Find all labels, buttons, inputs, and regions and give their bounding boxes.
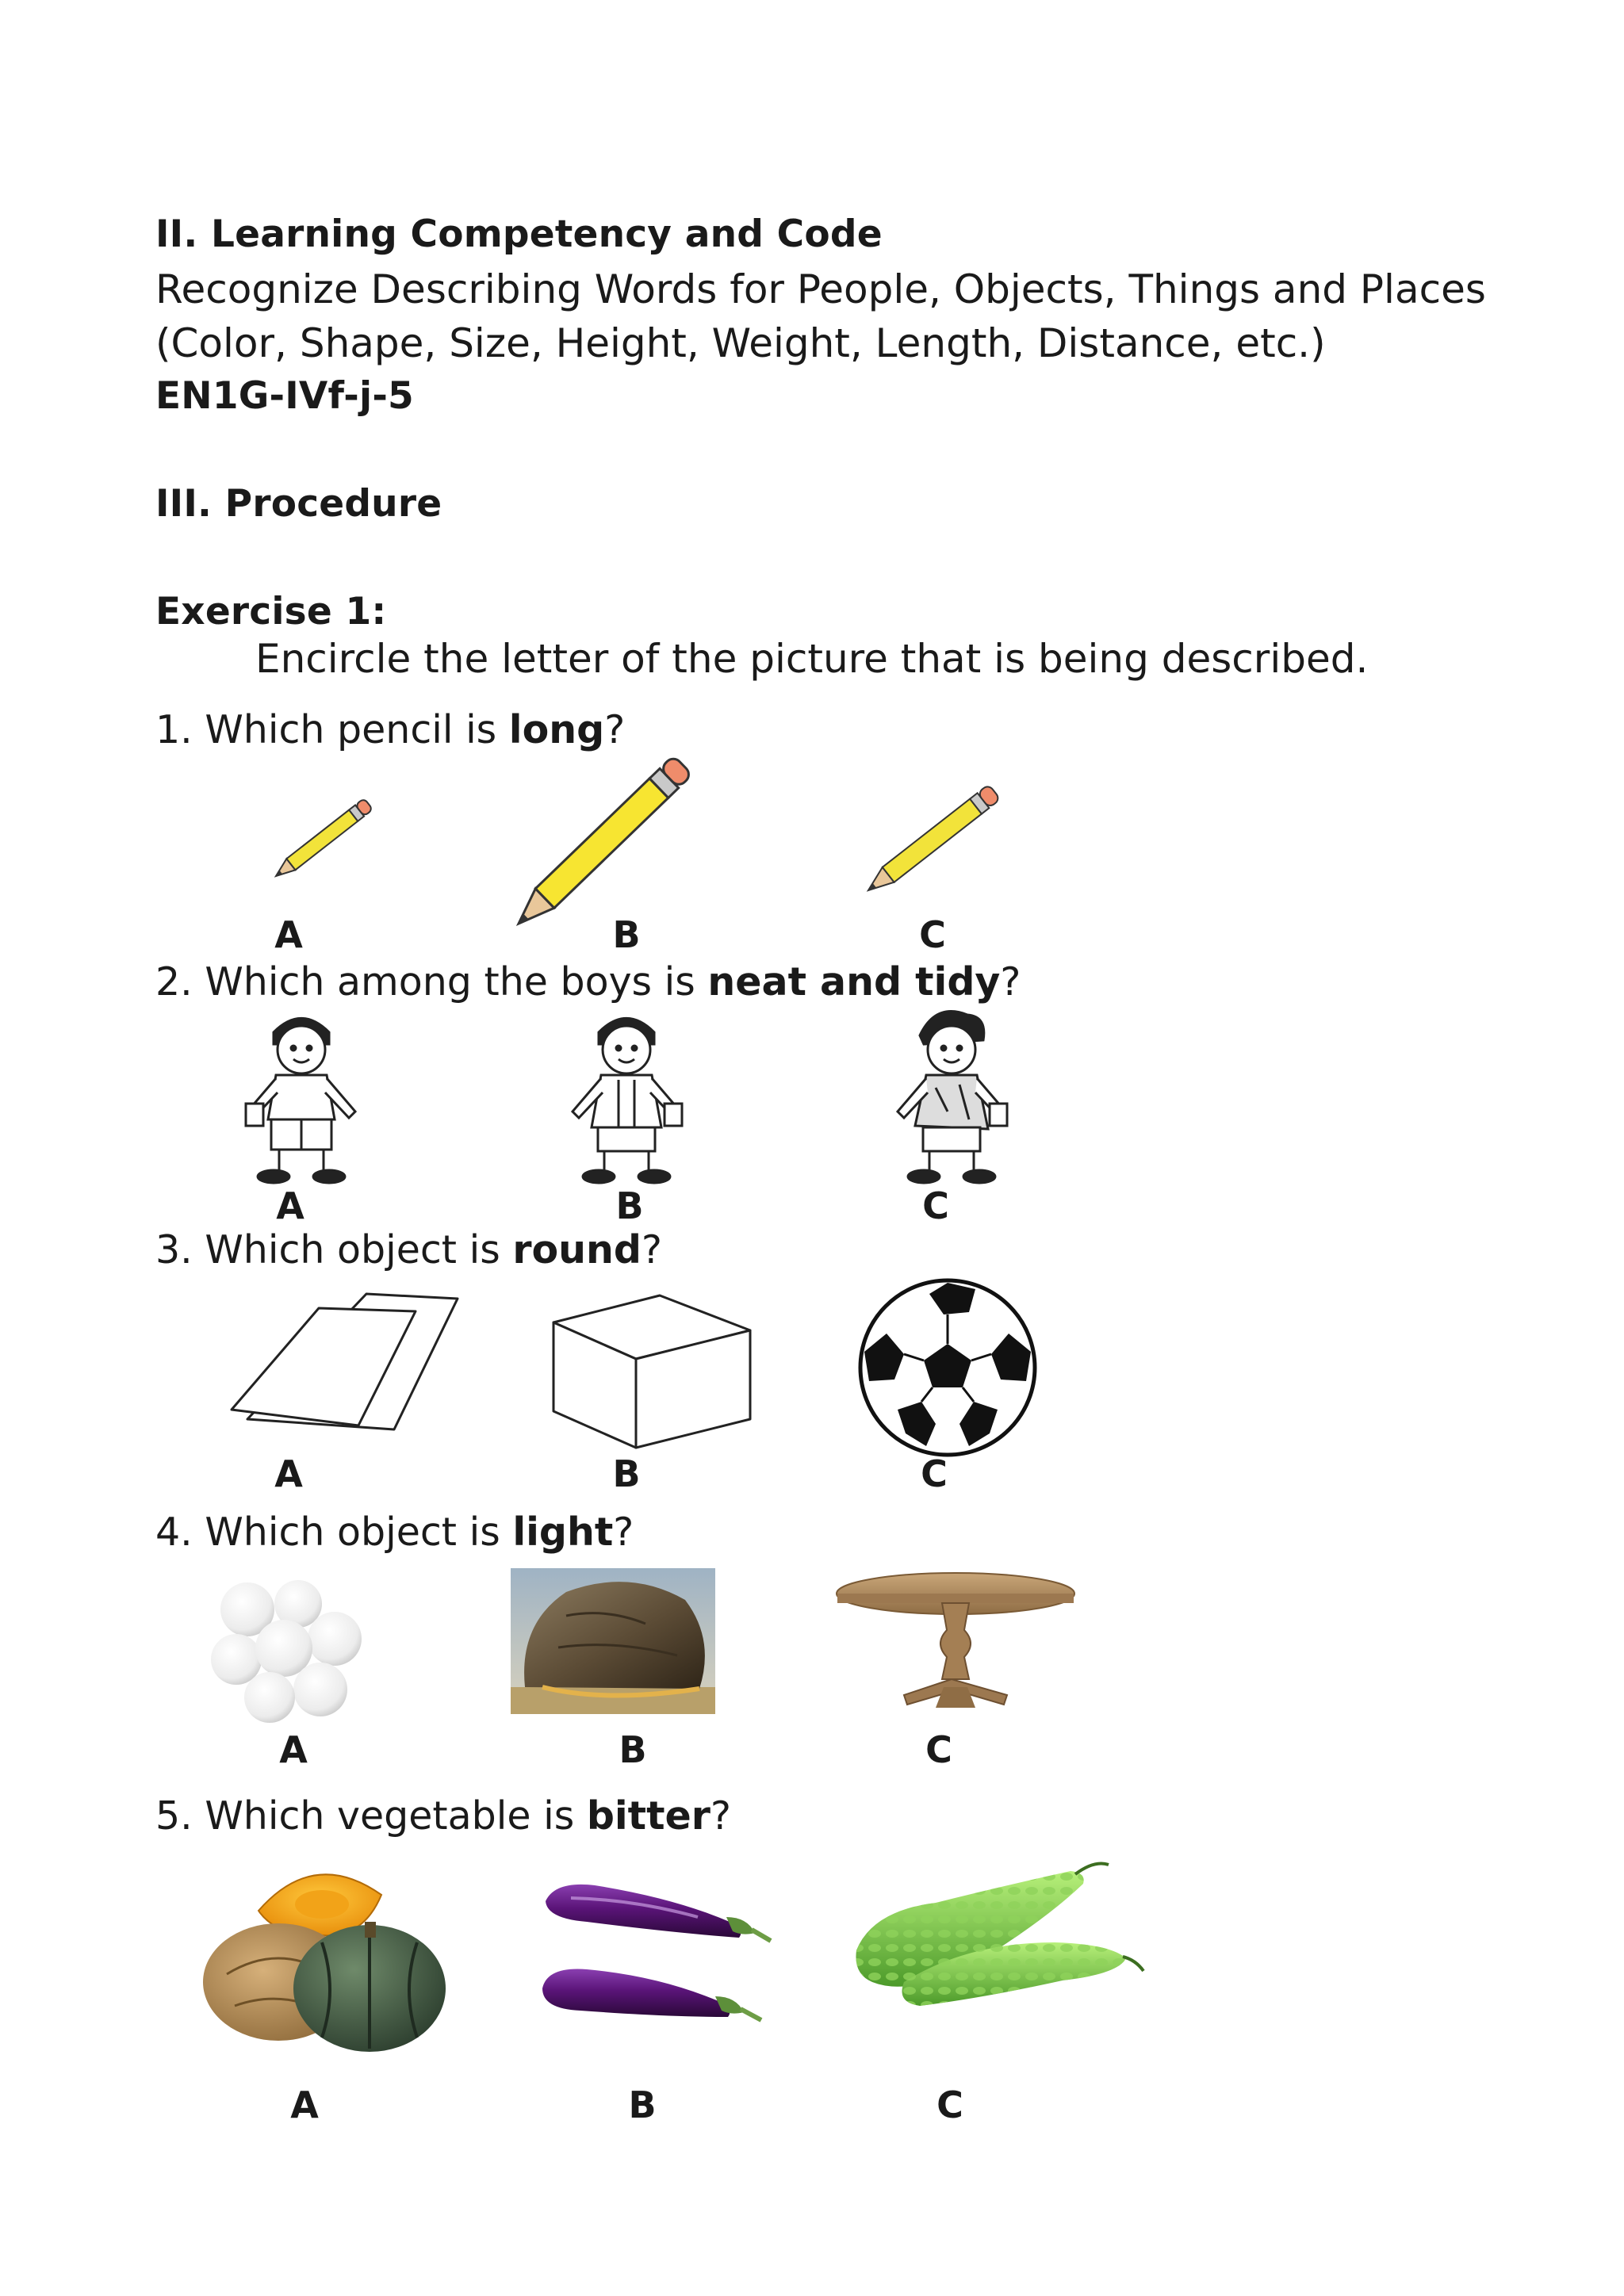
- question-2: [155, 959, 1021, 1004]
- question-keyword: long: [508, 707, 605, 752]
- round-table-picture[interactable]: [833, 1568, 1078, 1711]
- bitter-gourd-picture[interactable]: [848, 1855, 1150, 2030]
- choice-letter[interactable]: A: [274, 913, 303, 956]
- soccer-ball-picture[interactable]: [856, 1276, 1039, 1459]
- question-3: [155, 1227, 662, 1272]
- boy-messy-shirt-picture[interactable]: [880, 1008, 1023, 1191]
- question-prefix: 5. Which vegetable is: [155, 1793, 587, 1839]
- choice-letter[interactable]: A: [274, 1452, 303, 1495]
- choice-letter[interactable]: C: [936, 2084, 963, 2126]
- choice-letter[interactable]: A: [276, 1184, 304, 1227]
- choice-letter[interactable]: B: [612, 1452, 641, 1495]
- boy-untucked-shirt-picture[interactable]: [555, 1008, 698, 1191]
- choice-letter[interactable]: A: [279, 1728, 308, 1771]
- short-pencil-picture[interactable]: [262, 793, 389, 888]
- question-prefix: 3. Which object is: [155, 1227, 513, 1272]
- choice-letter[interactable]: C: [922, 1184, 949, 1227]
- choice-letter[interactable]: B: [615, 1184, 644, 1227]
- question-prefix: 4. Which object is: [155, 1510, 513, 1555]
- choice-letter[interactable]: B: [628, 2084, 657, 2126]
- question-suffix: ?: [641, 1227, 662, 1272]
- competency-code: EN1G-IVf-j-5: [155, 374, 414, 418]
- medium-pencil-picture[interactable]: [860, 781, 1019, 900]
- eggplant-picture[interactable]: [539, 1877, 777, 2028]
- question-prefix: 1. Which pencil is: [155, 707, 509, 752]
- boulder-picture[interactable]: [511, 1568, 715, 1714]
- cotton-balls-picture[interactable]: [201, 1566, 376, 1732]
- competency-line-1: Recognize Describing Words for People, Objects, Things and Places: [155, 266, 1486, 312]
- question-keyword: round: [512, 1227, 642, 1272]
- choice-letter[interactable]: C: [925, 1728, 952, 1771]
- question-suffix: ?: [1000, 959, 1021, 1004]
- section-heading-procedure: III. Procedure: [155, 482, 442, 526]
- question-4: [155, 1510, 634, 1555]
- question-1: [155, 707, 625, 752]
- section-heading-competency: II. Learning Competency and Code: [155, 212, 883, 256]
- long-pencil-picture[interactable]: [508, 761, 714, 936]
- question-suffix: ?: [613, 1510, 634, 1555]
- competency-line-2: (Color, Shape, Size, Height, Weight, Length, Distance, etc.): [155, 320, 1326, 366]
- question-keyword: light: [512, 1510, 614, 1555]
- choice-letter[interactable]: B: [619, 1728, 647, 1771]
- question-5: [155, 1793, 731, 1839]
- choice-letter[interactable]: A: [290, 2084, 319, 2126]
- choice-letter[interactable]: B: [612, 913, 641, 956]
- question-keyword: bitter: [586, 1793, 710, 1839]
- question-keyword: neat and tidy: [707, 959, 1001, 1004]
- boy-tucked-shirt-picture[interactable]: [230, 1008, 373, 1191]
- choice-letter[interactable]: C: [921, 1452, 948, 1495]
- exercise-instruction: Encircle the letter of the picture that is being described.: [255, 636, 1369, 682]
- paper-sheets-picture[interactable]: [232, 1291, 462, 1437]
- choice-letter[interactable]: C: [919, 913, 946, 956]
- box-picture[interactable]: [549, 1292, 755, 1451]
- question-suffix: ?: [710, 1793, 731, 1839]
- question-prefix: 2. Which among the boys is: [155, 959, 708, 1004]
- squash-picture[interactable]: [203, 1855, 449, 2053]
- question-suffix: ?: [604, 707, 626, 752]
- exercise-title: Exercise 1:: [155, 590, 387, 633]
